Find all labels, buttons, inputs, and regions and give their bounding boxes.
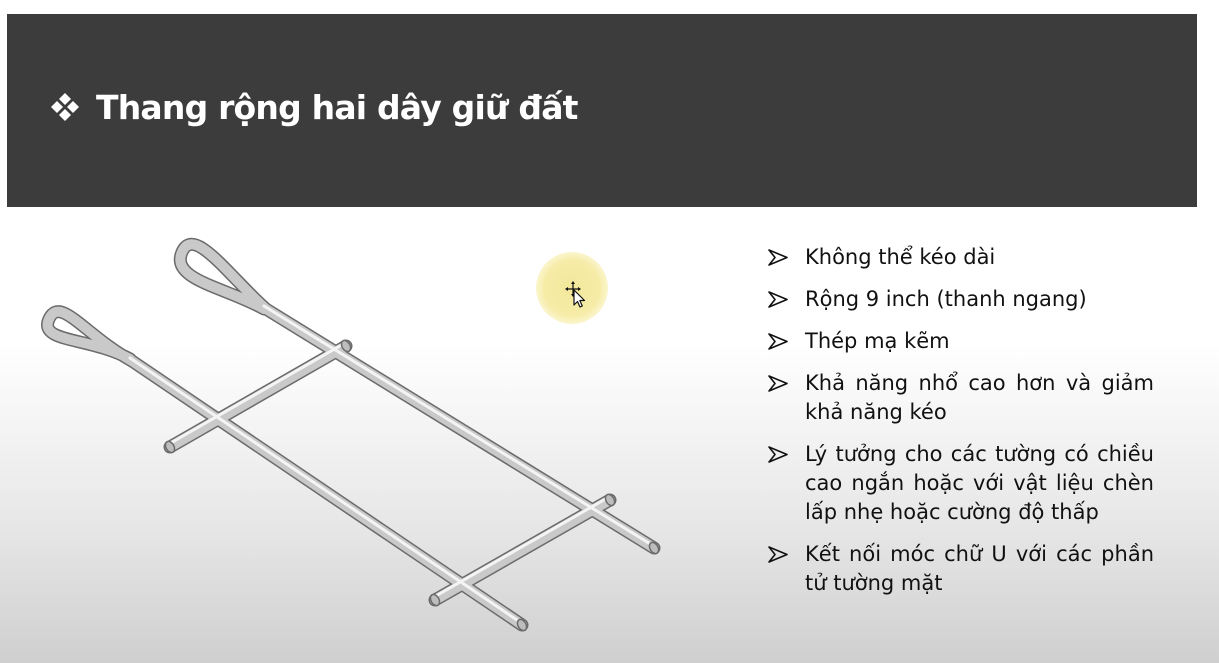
ladder-highlight (130, 306, 652, 622)
move-cursor-icon (564, 280, 586, 308)
bullet-text: Lý tưởng cho các tường có chiều cao ngắn hoặc với vật liệu chèn lấp nhẹ hoặc cường độ thấp (805, 442, 1154, 524)
bullet-text: Rộng 9 inch (thanh ngang) (805, 287, 1087, 311)
bullet-text: Kết nối móc chữ U với các phần tử tường mặt (805, 542, 1154, 595)
bullet-list (768, 243, 1154, 611)
bullet-item (768, 327, 1154, 356)
arrowhead-bullet-icon (768, 446, 788, 463)
rod-ends (164, 339, 661, 632)
arrowhead-bullet-icon (768, 546, 788, 563)
arrowhead-bullet-icon (768, 291, 788, 308)
arrowhead-bullet-icon (768, 249, 788, 266)
bullet-item (768, 369, 1154, 427)
bullet-item (768, 285, 1154, 314)
bullet-text: Không thể kéo dài (805, 245, 996, 269)
bullet-item (768, 243, 1154, 272)
slide-title (50, 86, 578, 130)
arrowhead-bullet-icon (768, 333, 788, 350)
bullet-text: Khả năng nhổ cao hơn và giảm khả năng kéo (805, 371, 1154, 424)
bullet-item (768, 540, 1154, 598)
bullet-item (768, 440, 1154, 527)
slide-title-text: Thang rộng hai dây giữ đất (96, 88, 578, 127)
four-diamond-bullet-icon (50, 92, 80, 122)
bullet-text: Thép mạ kẽm (805, 329, 950, 353)
arrowhead-bullet-icon (768, 375, 788, 392)
